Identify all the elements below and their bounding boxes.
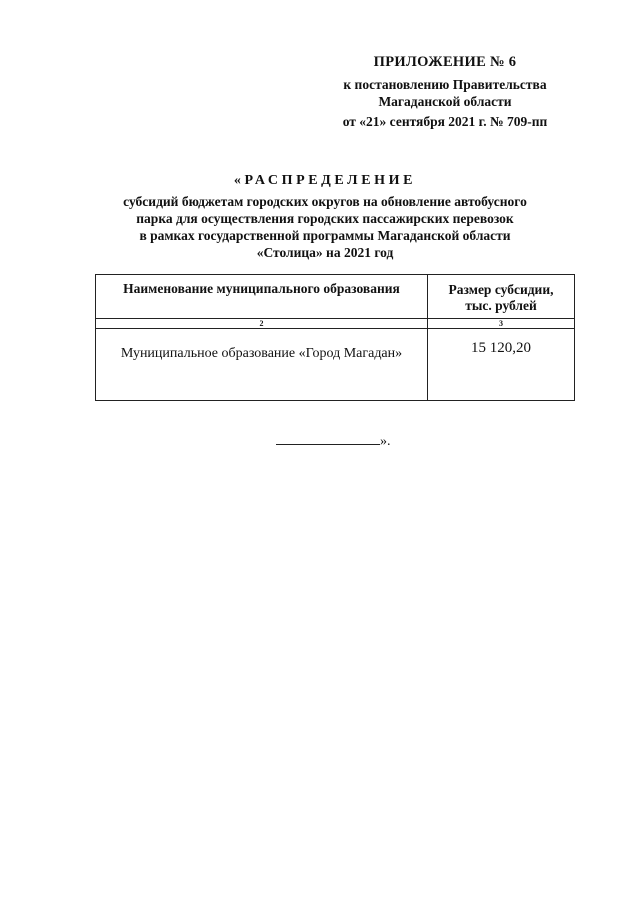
heading-line-2: парка для осуществления городских пассажирских перевозок xyxy=(136,211,514,226)
table-row xyxy=(96,329,575,401)
column-number-2: 2 xyxy=(96,319,428,329)
header-subsidy-amount xyxy=(428,275,575,319)
header-subsidy-line-1: Размер субсидии, xyxy=(448,281,554,297)
heading-line-4: «Столица» на 2021 год xyxy=(256,245,394,260)
appendix-resolution-line: к постановлению Правительства xyxy=(343,77,547,92)
heading-title: «РАСПРЕДЕЛЕНИЕ xyxy=(233,173,417,188)
subsidy-amount-cell: 15 120,20 xyxy=(428,329,575,401)
header-municipality: Наименование муниципального образования xyxy=(96,275,428,319)
closing-mark xyxy=(276,431,391,450)
header-subsidy-line-2: тыс. рублей xyxy=(465,297,537,313)
subsidy-table xyxy=(95,274,575,401)
column-number-3: 3 xyxy=(428,319,575,329)
appendix-region-line: Магаданской области xyxy=(378,94,512,109)
municipality-name-cell: Муниципальное образование «Город Магадан» xyxy=(96,329,428,401)
closing-underline xyxy=(276,431,380,445)
appendix-title: ПРИЛОЖЕНИЕ № 6 xyxy=(373,54,517,70)
appendix-date-line: от «21» сентября 2021 г. № 709-пп xyxy=(342,114,548,129)
heading-line-1: субсидий бюджетам городских округов на обновление автобусного xyxy=(123,194,527,209)
table-header-row xyxy=(96,275,575,319)
heading-line-3: в рамках государственной программы Магаданской области xyxy=(139,228,511,243)
column-number-row xyxy=(96,319,575,329)
closing-quote: ». xyxy=(380,434,391,449)
